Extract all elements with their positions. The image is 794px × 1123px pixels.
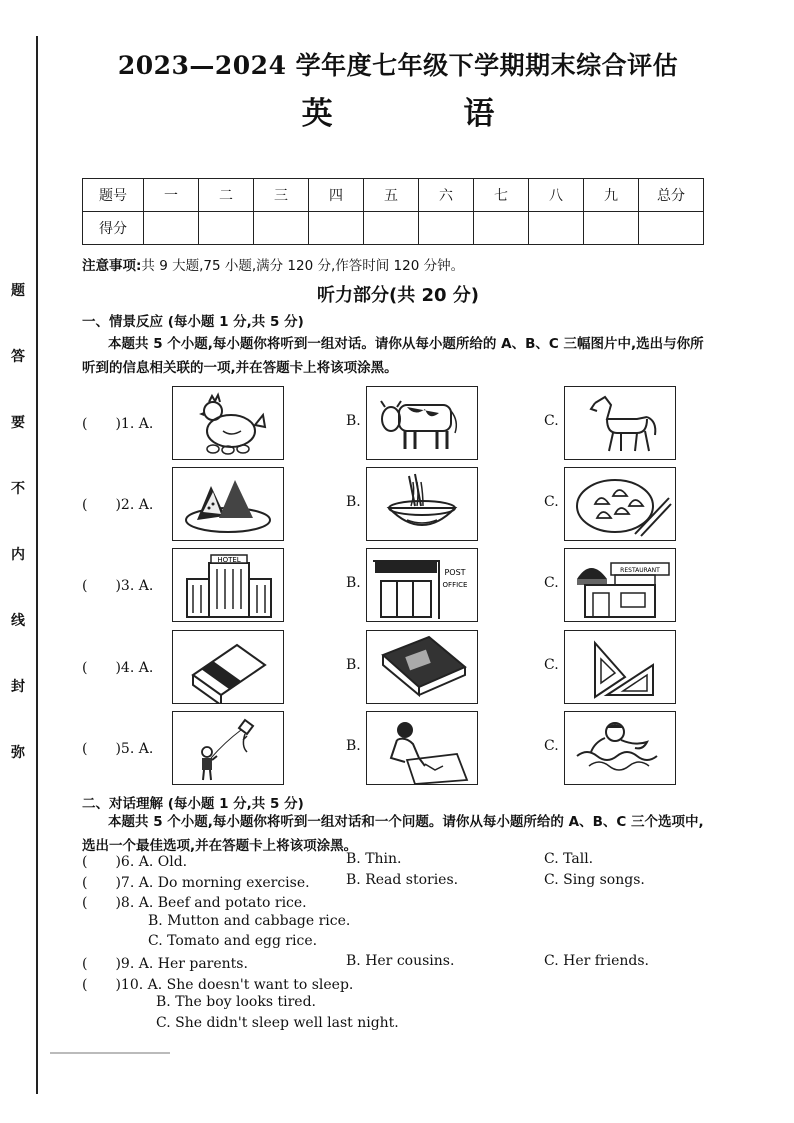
question-3 <box>82 548 714 622</box>
side-text-char: 题 <box>11 283 25 299</box>
question-9 <box>82 953 714 973</box>
question-label: ( )2. A. <box>82 497 154 513</box>
part1-heading: 一、情景反应 (每小题 1 分,共 5 分) <box>82 314 304 330</box>
hotel-icon[interactable] <box>172 548 284 622</box>
score-cell[interactable] <box>199 212 254 245</box>
score-table-col: 七 <box>474 179 529 212</box>
eraser-icon[interactable] <box>172 630 284 704</box>
score-table-col: 五 <box>364 179 419 212</box>
question-10-b <box>82 994 714 1014</box>
option-c-label: C. <box>544 657 559 673</box>
score-cell[interactable] <box>474 212 529 245</box>
side-text-char: 弥 <box>11 745 25 761</box>
q8-option-c: C. Tomato and egg rice. <box>148 933 318 949</box>
part2-instructions-text: 本题共 5 个小题,每小题你将听到一组对话和一个问题。请你从每小题所给的 A、B、C 三个选项中,选出一个最佳选项,并在答题卡上将该项涂黑。 <box>82 814 704 854</box>
q9-option-a: ( )9. A. Her parents. <box>82 956 248 972</box>
option-b-label: B. <box>346 494 361 510</box>
notice-text: 共 9 大题,75 小题,满分 120 分,作答时间 120 分钟。 <box>141 258 465 274</box>
score-table-col: 六 <box>419 179 474 212</box>
subject-title: 英 语 <box>301 96 555 132</box>
post-office-icon[interactable] <box>366 548 478 622</box>
question-label: ( )5. A. <box>82 741 154 757</box>
q7-option-b: B. Read stories. <box>346 872 459 888</box>
option-c-label: C. <box>544 738 559 754</box>
swimming-icon[interactable] <box>564 711 676 785</box>
hen-icon[interactable] <box>172 386 284 460</box>
divider <box>50 1052 170 1054</box>
score-table <box>82 178 704 245</box>
q6-option-a: ( )6. A. Old. <box>82 854 188 870</box>
q10-option-c: C. She didn't sleep well last night. <box>156 1015 399 1031</box>
score-cell[interactable] <box>254 212 309 245</box>
q10-option-b: B. The boy looks tired. <box>156 994 316 1010</box>
side-text-char: 不 <box>11 481 25 497</box>
side-text-char: 内 <box>11 547 25 563</box>
q7-option-a: ( )7. A. Do morning exercise. <box>82 875 310 891</box>
score-table-col: 三 <box>254 179 309 212</box>
score-cell[interactable] <box>529 212 584 245</box>
score-table-col: 一 <box>144 179 199 212</box>
score-cell[interactable] <box>144 212 199 245</box>
office-sign-text: OFFICE <box>442 581 468 589</box>
notice <box>82 254 464 274</box>
score-table-header-row <box>83 179 704 212</box>
side-text-char: 要 <box>11 415 25 431</box>
question-label: ( )3. A. <box>82 578 154 594</box>
score-cell[interactable] <box>584 212 639 245</box>
question-2 <box>82 467 714 541</box>
question-10 <box>82 974 714 994</box>
part1-instructions-text: 本题共 5 个小题,每小题你将听到一组对话。请你从每小题所给的 A、B、C 三幅图片中,选出与你所听到的信息相关联的一项,并在答题卡上将该项涂黑。 <box>82 336 704 376</box>
part1-instructions <box>82 332 714 380</box>
score-table-col: 九 <box>584 179 639 212</box>
q7-option-c: C. Sing songs. <box>544 872 645 888</box>
score-table-score-row <box>83 212 704 245</box>
option-b-label: B. <box>346 575 361 591</box>
option-b-label: B. <box>346 413 361 429</box>
score-table-col: 八 <box>529 179 584 212</box>
question-4 <box>82 630 714 704</box>
q6-option-c: C. Tall. <box>544 851 594 867</box>
q8-option-a: ( )8. A. Beef and potato rice. <box>82 895 307 911</box>
score-table-col: 总分 <box>639 179 704 212</box>
question-8-c <box>82 933 714 953</box>
score-table-row-label: 题号 <box>83 179 144 212</box>
option-b-label: B. <box>346 738 361 754</box>
score-cell[interactable] <box>639 212 704 245</box>
post-sign-text: POST <box>444 568 466 577</box>
question-label: ( )1. A. <box>82 416 154 432</box>
question-5 <box>82 711 714 785</box>
exam-title: 2023—2024 学年度七年级下学期期末综合评估 <box>117 51 679 80</box>
dumplings-icon[interactable] <box>564 467 676 541</box>
q8-option-b: B. Mutton and cabbage rice. <box>148 913 351 929</box>
book-icon[interactable] <box>366 630 478 704</box>
question-8-b <box>82 913 714 933</box>
question-label: ( )4. A. <box>82 660 154 676</box>
side-text-char: 封 <box>11 679 25 695</box>
question-6 <box>82 851 714 871</box>
flying-kite-icon[interactable] <box>172 711 284 785</box>
noodles-icon[interactable] <box>366 467 478 541</box>
zongzi-icon[interactable] <box>172 467 284 541</box>
drawing-picture-icon[interactable] <box>366 711 478 785</box>
score-table-row-label: 得分 <box>83 212 144 245</box>
question-8 <box>82 892 714 912</box>
binding-line <box>36 36 38 1094</box>
question-1 <box>82 386 714 460</box>
q9-option-b: B. Her cousins. <box>346 953 455 969</box>
q10-option-a: ( )10. A. She doesn't want to sleep. <box>82 977 354 993</box>
horse-icon[interactable] <box>564 386 676 460</box>
listening-section-title: 听力部分(共 20 分) <box>316 285 480 306</box>
restaurant-sign-text: RESTAURANT <box>620 567 660 574</box>
option-b-label: B. <box>346 657 361 673</box>
question-7 <box>82 872 714 892</box>
question-10-c <box>82 1015 714 1035</box>
hotel-sign-text: HOTEL <box>217 556 241 564</box>
score-table-col: 二 <box>199 179 254 212</box>
side-text-char: 线 <box>11 613 25 629</box>
score-cell[interactable] <box>309 212 364 245</box>
option-c-label: C. <box>544 413 559 429</box>
side-text-char: 答 <box>11 349 25 365</box>
q9-option-c: C. Her friends. <box>544 953 649 969</box>
restaurant-icon[interactable] <box>564 548 676 622</box>
part2-heading: 二、对话理解 (每小题 1 分,共 5 分) <box>82 796 304 812</box>
cow-icon[interactable] <box>366 386 478 460</box>
option-c-label: C. <box>544 575 559 591</box>
score-cell[interactable] <box>419 212 474 245</box>
set-square-icon[interactable] <box>564 630 676 704</box>
score-cell[interactable] <box>364 212 419 245</box>
option-c-label: C. <box>544 494 559 510</box>
score-table-col: 四 <box>309 179 364 212</box>
notice-label: 注意事项: <box>82 258 142 274</box>
q6-option-b: B. Thin. <box>346 851 402 867</box>
